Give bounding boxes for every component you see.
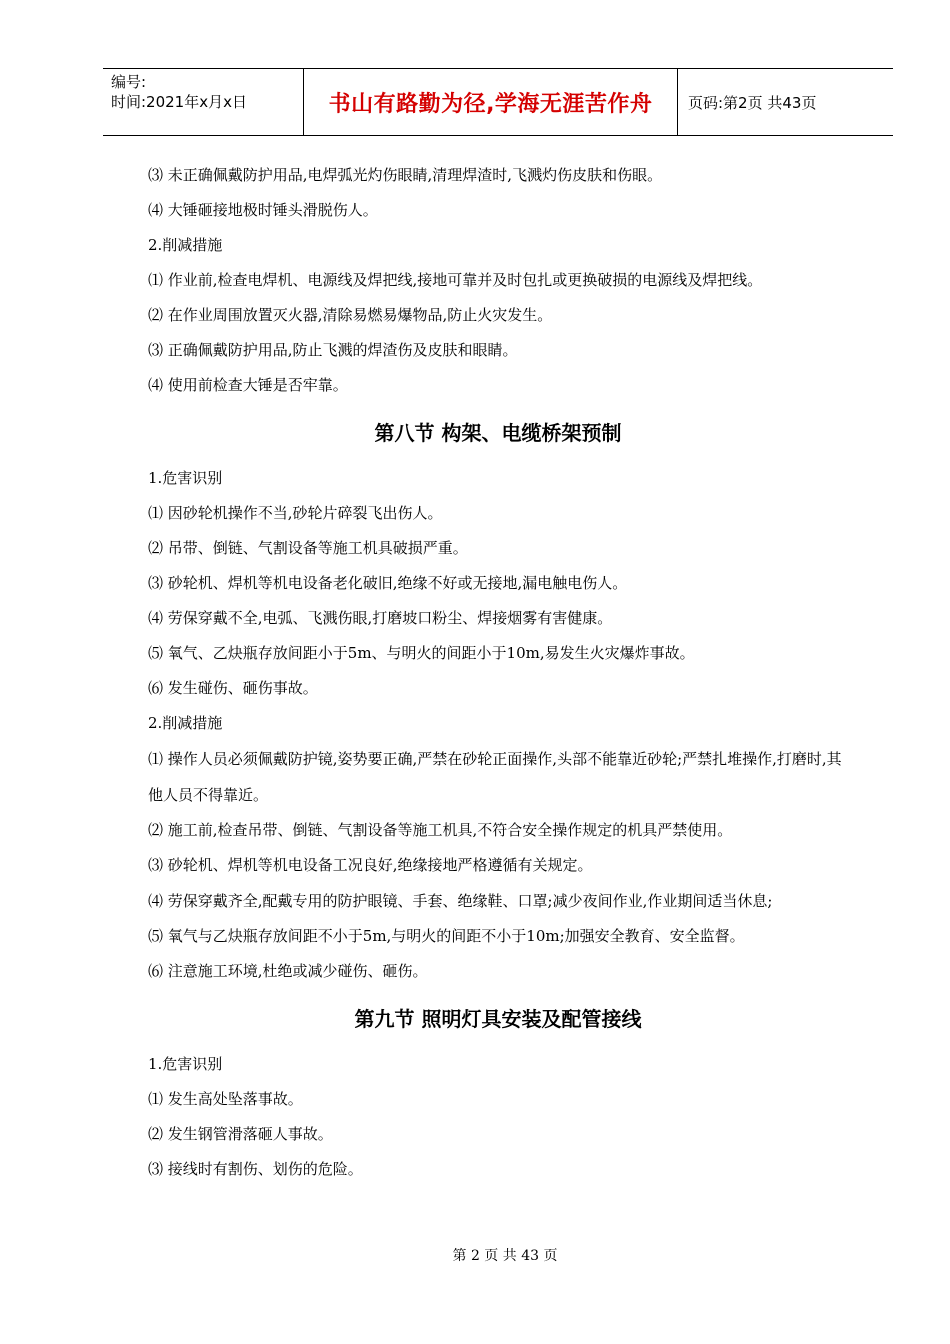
section-heading: 第八节 构架、电缆桥架预制 xyxy=(374,421,622,445)
paragraph: 1.危害识别 xyxy=(148,1055,223,1073)
paragraph: ⑵ 吊带、倒链、气割设备等施工机具破损严重。 xyxy=(148,539,468,557)
paragraph: 1.危害识别 xyxy=(148,469,223,487)
paragraph: ⑹ 注意施工环境,杜绝或减少碰伤、砸伤。 xyxy=(148,962,428,980)
paragraph: ⑴ 操作人员必须佩戴防护镜,姿势要正确,严禁在砂轮正面操作,头部不能靠近砂轮;严禁扎堆操作,打磨时,其他人员不得靠近。 xyxy=(148,750,842,804)
paragraph: ⑶ 未正确佩戴防护用品,电焊弧光灼伤眼睛,清理焊渣时,飞溅灼伤皮肤和伤眼。 xyxy=(148,166,663,184)
paragraph: ⑴ 发生高处坠落事故。 xyxy=(148,1090,303,1108)
header-motto: 书山有路勤为径,学海无涯苦作舟 xyxy=(304,69,678,135)
paragraph: ⑷ 劳保穿戴不全,电弧、飞溅伤眼,打磨坡口粉尘、焊接烟雾有害健康。 xyxy=(148,609,613,627)
page-footer: 第 2 页 共 43 页 xyxy=(452,1248,558,1264)
document-body xyxy=(148,158,848,1187)
document-time-label: 时间:2021年x月x日 xyxy=(111,93,247,111)
paragraph: ⑴ 因砂轮机操作不当,砂轮片碎裂飞出伤人。 xyxy=(148,504,443,522)
header-meta xyxy=(103,69,304,135)
section-heading: 第九节 照明灯具安装及配管接线 xyxy=(354,1007,642,1031)
paragraph: ⑶ 砂轮机、焊机等机电设备工况良好,绝缘接地严格遵循有关规定。 xyxy=(148,856,593,874)
page-header xyxy=(103,68,893,136)
paragraph: ⑶ 接线时有割伤、划伤的危险。 xyxy=(148,1160,363,1178)
paragraph: ⑸ 氧气、乙炔瓶存放间距小于5m、与明火的间距小于10m,易发生火灾爆炸事故。 xyxy=(148,644,695,662)
paragraph: ⑵ 发生钢管滑落砸人事故。 xyxy=(148,1125,333,1143)
paragraph: ⑹ 发生碰伤、砸伤事故。 xyxy=(148,679,318,697)
paragraph: ⑵ 在作业周围放置灭火器,清除易燃易爆物品,防止火灾发生。 xyxy=(148,306,553,324)
paragraph: ⑷ 大锤砸接地极时锤头滑脱伤人。 xyxy=(148,201,378,219)
paragraph: ⑷ 劳保穿戴齐全,配戴专用的防护眼镜、手套、绝缘鞋、口罩;减少夜间作业,作业期间适当休息; xyxy=(148,892,773,910)
paragraph: ⑸ 氧气与乙炔瓶存放间距不小于5m,与明火的间距不小于10m;加强安全教育、安全监督。 xyxy=(148,927,745,945)
document-number-label: 编号: xyxy=(111,73,147,91)
paragraph: ⑵ 施工前,检查吊带、倒链、气割设备等施工机具,不符合安全操作规定的机具严禁使用。 xyxy=(148,821,733,839)
paragraph: ⑶ 正确佩戴防护用品,防止飞溅的焊渣伤及皮肤和眼睛。 xyxy=(148,341,518,359)
paragraph: 2.削减措施 xyxy=(148,714,223,732)
paragraph: ⑶ 砂轮机、焊机等机电设备老化破旧,绝缘不好或无接地,漏电触电伤人。 xyxy=(148,574,628,592)
paragraph: 2.削减措施 xyxy=(148,236,223,254)
paragraph: ⑷ 使用前检查大锤是否牢靠。 xyxy=(148,376,348,394)
header-page-info: 页码:第2页 共43页 xyxy=(688,93,817,112)
paragraph: ⑴ 作业前,检查电焊机、电源线及焊把线,接地可靠并及时包扎或更换破损的电源线及焊把线。 xyxy=(148,271,763,289)
